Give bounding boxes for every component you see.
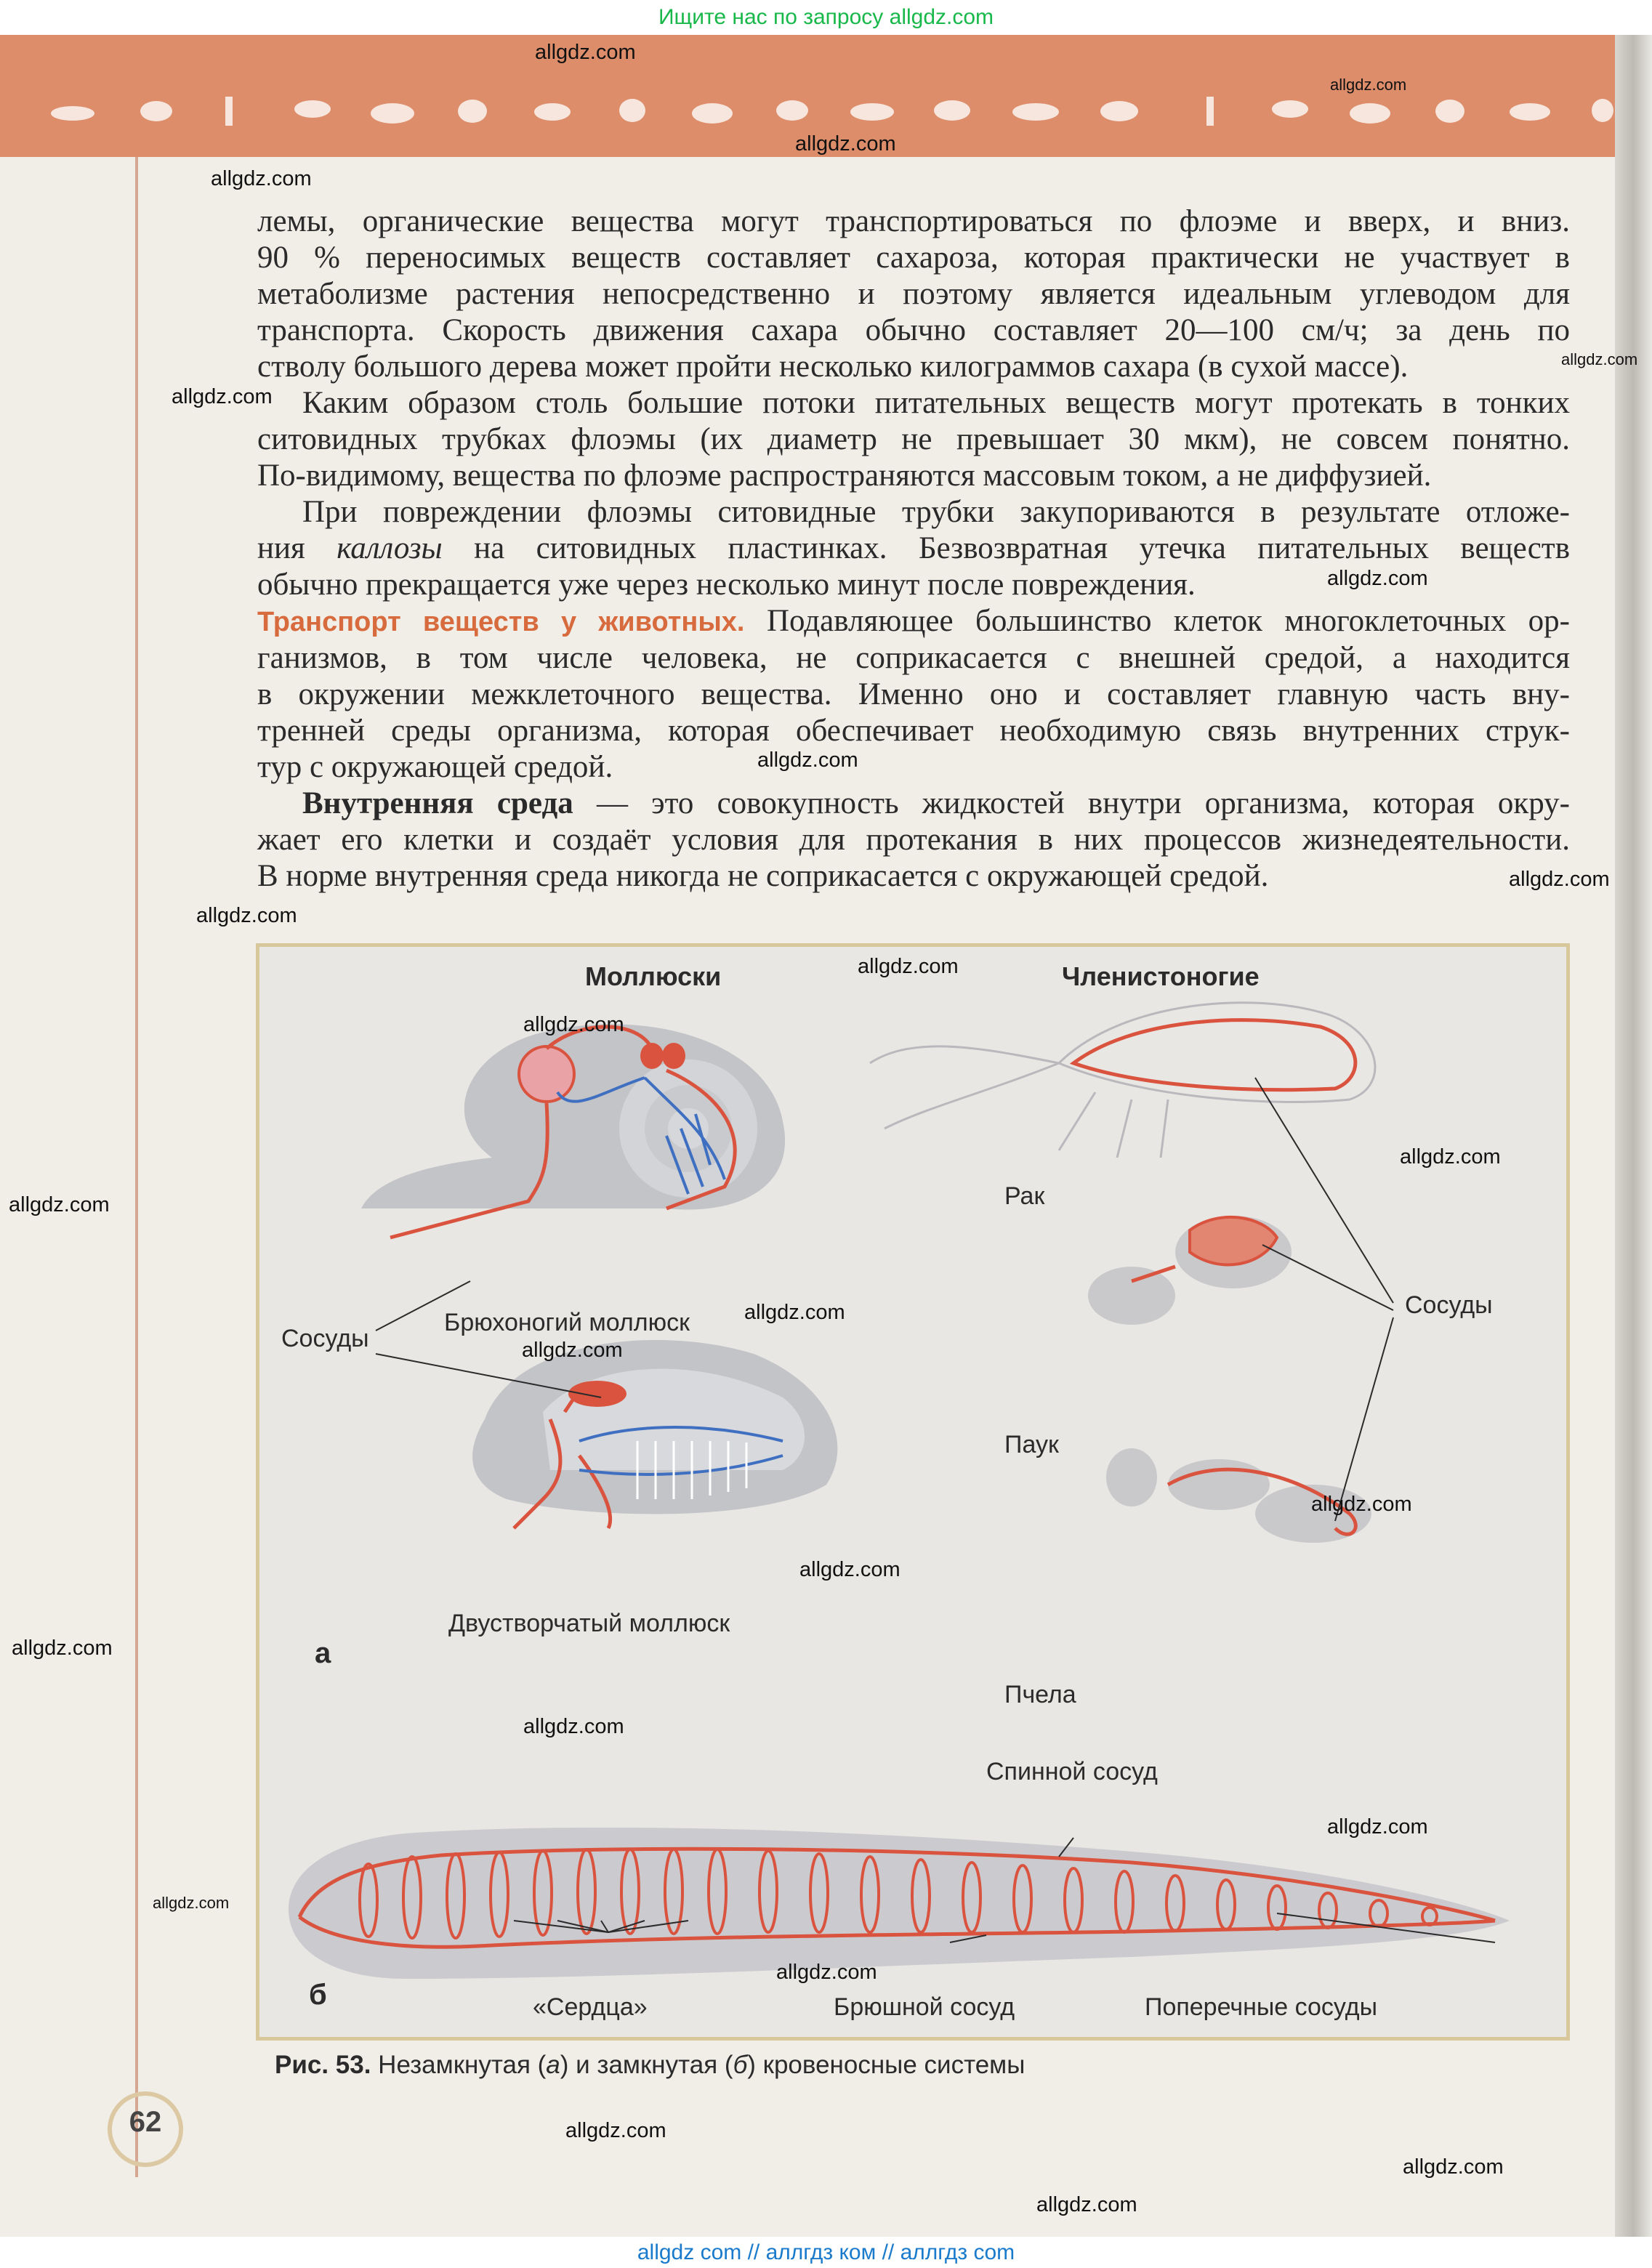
p5-line: В норме внутренняя среда никогда не соприкасается с окружающей средой. [257, 859, 1269, 893]
watermark: allgdz.com [1509, 868, 1610, 891]
p2-line: Каким образом столь большие потоки питательных веществ могут протекать в тонких [302, 386, 1570, 420]
watermark: allgdz.com [172, 385, 273, 408]
spider-drawing [1088, 1216, 1292, 1325]
watermark: allgdz.com [757, 748, 858, 772]
label-dorsal-vessel: Спинной сосуд [986, 1758, 1158, 1785]
watermark: allgdz.com [153, 1894, 230, 1912]
p1-line: стволу большого дерева может пройти несколько килограммов сахара (в сухой массе). [257, 350, 1409, 384]
p3-line: обычно прекращается уже через несколько минут после повреждения. [257, 568, 1196, 602]
watermark: allgdz.com [1330, 76, 1407, 94]
watermark: allgdz.com [1400, 1145, 1501, 1169]
watermark: allgdz.com [211, 167, 312, 190]
animal-icons [51, 97, 1613, 126]
p1-line: метаболизме растения непосредственно и поэтому является идеальным углеводом для [257, 277, 1570, 311]
watermark: allgdz.com [565, 2119, 666, 2142]
p5-line: Внутренняя среда — это совокупность жидкостей внутри организма, которая окру- [302, 786, 1571, 820]
label-spider: Паук [1004, 1431, 1059, 1458]
label-vessels-left: Сосуды [281, 1325, 369, 1352]
watermark: allgdz.com [522, 1339, 623, 1362]
p3-line: ния каллозы на ситовидных пластинках. Безвозвратная утечка питательных веществ [257, 531, 1570, 565]
crayfish-drawing [870, 1003, 1375, 1158]
watermark: allgdz.com [523, 1715, 624, 1738]
bivalve-drawing [472, 1340, 837, 1528]
p1-line: транспорта. Скорость движения сахара обычно составляет 20—100 см/ч; за день по [257, 313, 1570, 347]
heading-arthropods: Членистоногие [1062, 961, 1260, 991]
p3-line: При повреждении флоэмы ситовидные трубки закупориваются в результате отложе- [302, 495, 1570, 529]
watermark: allgdz.com [776, 1961, 877, 1984]
earthworm-drawing [289, 1828, 1510, 1979]
body-text [257, 203, 1570, 895]
label-letter-a: а [315, 1637, 331, 1669]
footer-banner[interactable]: allgdz com // аллгдз ком // аллгдз com [0, 2237, 1652, 2268]
label-hearts: «Сердца» [533, 1993, 648, 2021]
figure-53 [256, 943, 1570, 2041]
p5-line: жает его клетки и создаёт условия для протекания в них процессов жизнедеятельности. [257, 823, 1570, 857]
watermark: allgdz.com [858, 955, 959, 978]
p4-line: тур с окружающей средой. [257, 750, 613, 784]
label-ventral-vessel: Брюшной сосуд [834, 1993, 1015, 2021]
figure-artwork [259, 947, 1566, 2037]
label-crayfish: Рак [1004, 1182, 1045, 1210]
margin-rule [135, 157, 138, 2177]
watermark: allgdz.com [1327, 1815, 1428, 1839]
p4-line: ганизмов, в том числе человека, не соприкасается с внешней средой, а находится [257, 641, 1570, 675]
term-internal-environment: Внутренняя среда [302, 786, 573, 820]
label-gastropod: Брюхоногий моллюск [444, 1309, 690, 1336]
watermark: allgdz.com [1403, 2155, 1504, 2179]
watermark: allgdz.com [12, 1637, 113, 1660]
p4-line: тренней среды организма, которая обеспечивает необходимую связь внутренних струк- [257, 714, 1570, 748]
crayfish-vessels [1073, 1020, 1355, 1090]
figure-caption: Рис. 53. Незамкнутая (а) и замкнутая (б) кровеносные системы [275, 2051, 1026, 2079]
heading-mollusks: Моллюски [585, 961, 722, 991]
page-number: 62 [129, 2106, 162, 2138]
p2-line: По-видимому, вещества по флоэме распространяются массовым током, а не диффузией. [257, 459, 1432, 493]
animal-silhouettes-strip [44, 93, 1613, 129]
watermark: allgdz.com [9, 1193, 110, 1216]
p2-line: ситовидных трубках флоэмы (их диаметр не превышает 30 мкм), не совсем понятно. [257, 422, 1570, 456]
p1-line: 90 % переносимых веществ составляет сахароза, которая практически не участвует в [257, 241, 1570, 275]
watermark: allgdz.com [523, 1013, 624, 1036]
watermark: allgdz.com [799, 1558, 900, 1581]
top-banner[interactable]: Ищите нас по запросу allgdz.com [0, 0, 1652, 35]
watermark: allgdz.com [1311, 1493, 1412, 1516]
watermark: allgdz.com [795, 132, 896, 156]
watermark: allgdz.com [1327, 567, 1428, 590]
watermark: allgdz.com [1036, 2193, 1137, 2216]
label-bee: Пчела [1004, 1681, 1076, 1708]
section-heading: Транспорт веществ у животных. [257, 607, 745, 637]
p4-line: в окружении межклеточного вещества. Именно оно и составляет главную часть вну- [257, 677, 1570, 711]
watermark: allgdz.com [1561, 350, 1638, 368]
watermark: allgdz.com [744, 1301, 845, 1324]
p4-line: Транспорт веществ у животных. Подавляющее большинство клеток многоклеточных ор- [257, 604, 1570, 638]
label-bivalve: Двустворчатый моллюск [448, 1610, 730, 1637]
label-letter-b: б [309, 1979, 327, 2011]
term-callose: каллозы [337, 531, 443, 565]
watermark: allgdz.com [535, 41, 636, 64]
label-transverse-vessels: Поперечные сосуды [1145, 1993, 1378, 2021]
gastropod-drawing [361, 1024, 785, 1238]
label-vessels-right: Сосуды [1405, 1291, 1493, 1319]
watermark: allgdz.com [196, 904, 297, 927]
p1-line: лемы, органические вещества могут транспортироваться по флоэме и вверх, и вниз. [257, 204, 1570, 238]
